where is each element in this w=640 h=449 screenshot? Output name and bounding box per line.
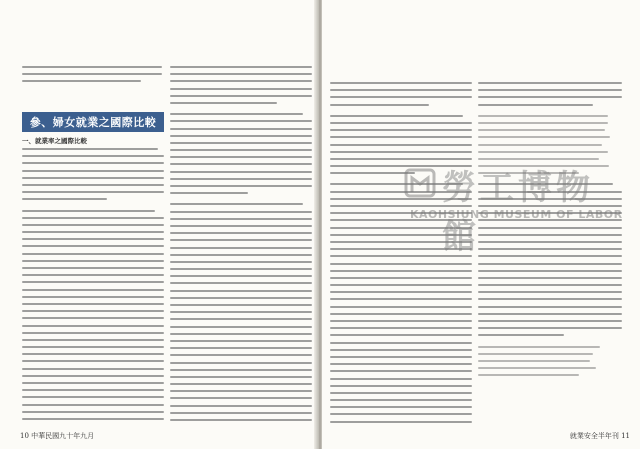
right-page-second-column: [478, 82, 622, 424]
left-intro-text: [22, 66, 162, 88]
section-title: 參、婦女就業之國際比較: [22, 112, 164, 132]
subsection-heading: 一、就業率之國際比較: [22, 137, 87, 145]
watermark-subtitle: KAOHSIUNG MUSEUM OF LABOR: [410, 208, 623, 221]
left-page-second-column: [170, 66, 312, 424]
left-page: [0, 0, 318, 449]
left-column-body: [22, 148, 164, 424]
right-page-first-column: [330, 82, 472, 424]
right-page-footer: 就業安全半年刊 11: [569, 432, 630, 440]
right-page: [322, 0, 640, 449]
watermark-title: 勞工博物館: [442, 168, 594, 257]
left-page-footer: 10 中華民國九十年九月: [20, 432, 95, 440]
